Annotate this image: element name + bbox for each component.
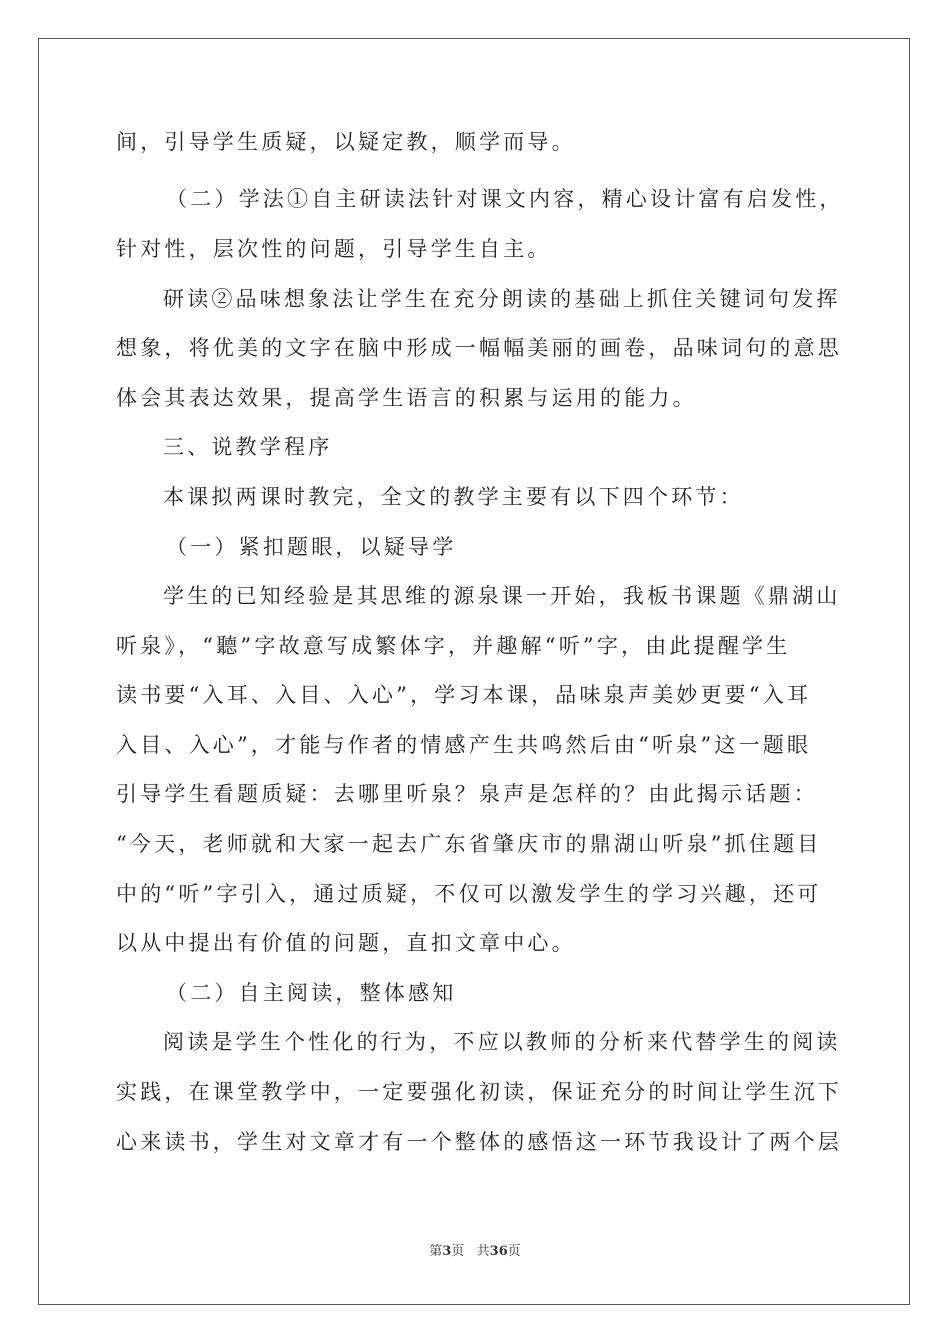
- text-line: 实践，在课堂教学中，一定要强化初读，保证充分的时间让学生沉下: [116, 1080, 842, 1104]
- text-line: 读书要“入耳、入目、入心”，学习本课，品味泉声美妙更要“入耳: [116, 683, 812, 707]
- text-line: 学生的已知经验是其思维的源泉课一开始，我板书课题《鼎湖山: [163, 584, 841, 608]
- current-page-number: 3: [442, 1244, 452, 1259]
- text-line: 想象，将优美的文字在脑中形成一幅幅美丽的画卷，品味词句的意思: [116, 336, 842, 360]
- text-line: 以从中提出有价值的问题，直扣文章中心。: [116, 931, 576, 955]
- subsection-heading: （二）自主阅读，整体感知: [166, 981, 457, 1005]
- section-heading: 三、说教学程序: [163, 435, 333, 459]
- text-line: 研读②品味想象法让学生在充分朗读的基础上抓住关键词句发挥: [163, 287, 841, 311]
- text-line: 针对性，层次性的问题，引导学生自主。: [116, 237, 552, 261]
- text-line: 心来读书，学生对文章才有一个整体的感悟这一环节我设计了两个层: [116, 1130, 842, 1154]
- text-line: 体会其表达效果，提高学生语言的积累与运用的能力。: [116, 386, 697, 410]
- subsection-heading: （一）紧扣题眼，以疑导学: [166, 535, 457, 559]
- text-line: “今天，老师就和大家一起去广东省肇庆市的鼎湖山听泉”抓住题目: [116, 832, 822, 856]
- page-footer: [0, 1240, 950, 1259]
- text-line: 引导学生看题质疑：去哪里听泉？泉声是怎样的？由此揭示话题：: [116, 782, 818, 806]
- text-line: 中的“听”字引入，通过质疑，不仅可以激发学生的学习兴趣，还可: [116, 882, 822, 906]
- footer-prefix: 第: [429, 1244, 443, 1259]
- footer-middle: 页 共: [451, 1244, 490, 1259]
- text-line: 听泉》，“聽”字故意写成繁体字，并趣解“听”字，由此提醒学生: [116, 634, 791, 658]
- text-line: 间，引导学生质疑，以疑定教，顺学而导。: [116, 130, 576, 154]
- page-border: [38, 38, 910, 1305]
- text-line: 本课拟两课时教完，全文的教学主要有以下四个环节：: [163, 485, 744, 509]
- text-line: 阅读是学生个性化的行为，不应以教师的分析来代替学生的阅读: [163, 1030, 841, 1054]
- footer-suffix: 页: [507, 1244, 521, 1259]
- text-line: （二）学法①自主研读法针对课文内容，精心设计富有启发性，: [166, 187, 844, 211]
- text-line: 入目、入心”，才能与作者的情感产生共鸣然后由“听泉”这一题眼: [116, 733, 812, 757]
- total-page-count: 36: [489, 1244, 508, 1259]
